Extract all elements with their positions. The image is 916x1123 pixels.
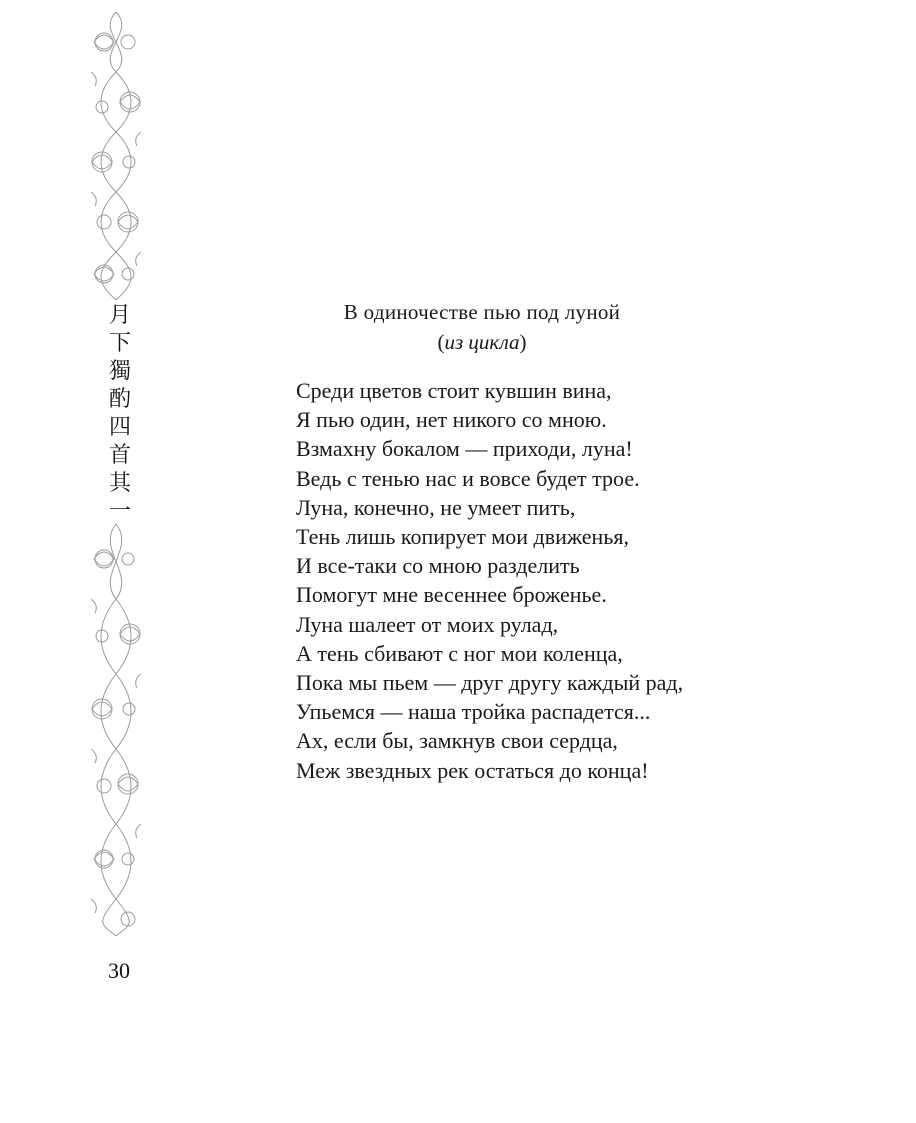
poem-line: Ведь с тенью нас и вовсе будет трое. (296, 465, 640, 491)
poem-line: Взмахну бокалом — приходи, луна! (296, 436, 633, 462)
poem-line: А тень сбивают с ног мои коленца, (296, 640, 623, 666)
subtitle-italic: из цикла (444, 330, 520, 354)
floral-ornament-top-icon (86, 12, 146, 300)
vertical-title-char: 月 (108, 303, 131, 328)
vertical-title (96, 302, 144, 526)
subtitle-paren-open: ( (437, 330, 445, 354)
vertical-title-char: 首 (108, 443, 131, 468)
poem-line: Упьемся — наша тройка распадется... (296, 699, 651, 725)
poem-line: И все-таки со мною разделить (296, 553, 580, 579)
vertical-title-char: 酌 (108, 387, 131, 412)
vertical-title-char: 一 (108, 499, 131, 524)
poem-title: В одиночестве пью под луной (343, 300, 621, 324)
floral-ornament-bottom-icon (86, 524, 146, 936)
poem-line: Тень лишь копирует мои движенья, (296, 524, 629, 550)
poem-line: Я пью один, нет никого со мною. (296, 407, 607, 433)
vertical-title-char: 下 (108, 331, 131, 356)
subtitle-paren-close: ) (519, 330, 527, 354)
poem-line: Пока мы пьем — друг другу каждый рад, (296, 670, 684, 696)
vertical-title-char: 四 (108, 415, 131, 440)
poem-body (296, 376, 683, 785)
vertical-title-char: 其 (108, 471, 131, 496)
vertical-title-char: 獨 (108, 359, 131, 384)
poem-line: Луна, конечно, не умеет пить, (296, 494, 576, 520)
poem-line: Среди цветов стоит кувшин вина, (296, 378, 612, 403)
page-number: 30 (108, 958, 130, 983)
poem-subtitle (296, 330, 668, 355)
poem-line: Луна шалеет от моих рулад, (296, 611, 559, 637)
poem-line: Ах, если бы, замкнув свои сердца, (296, 728, 618, 754)
poem-line: Помогут мне весеннее броженье. (296, 582, 607, 608)
poem-line: Меж звездных рек остаться до конца! (296, 757, 649, 783)
